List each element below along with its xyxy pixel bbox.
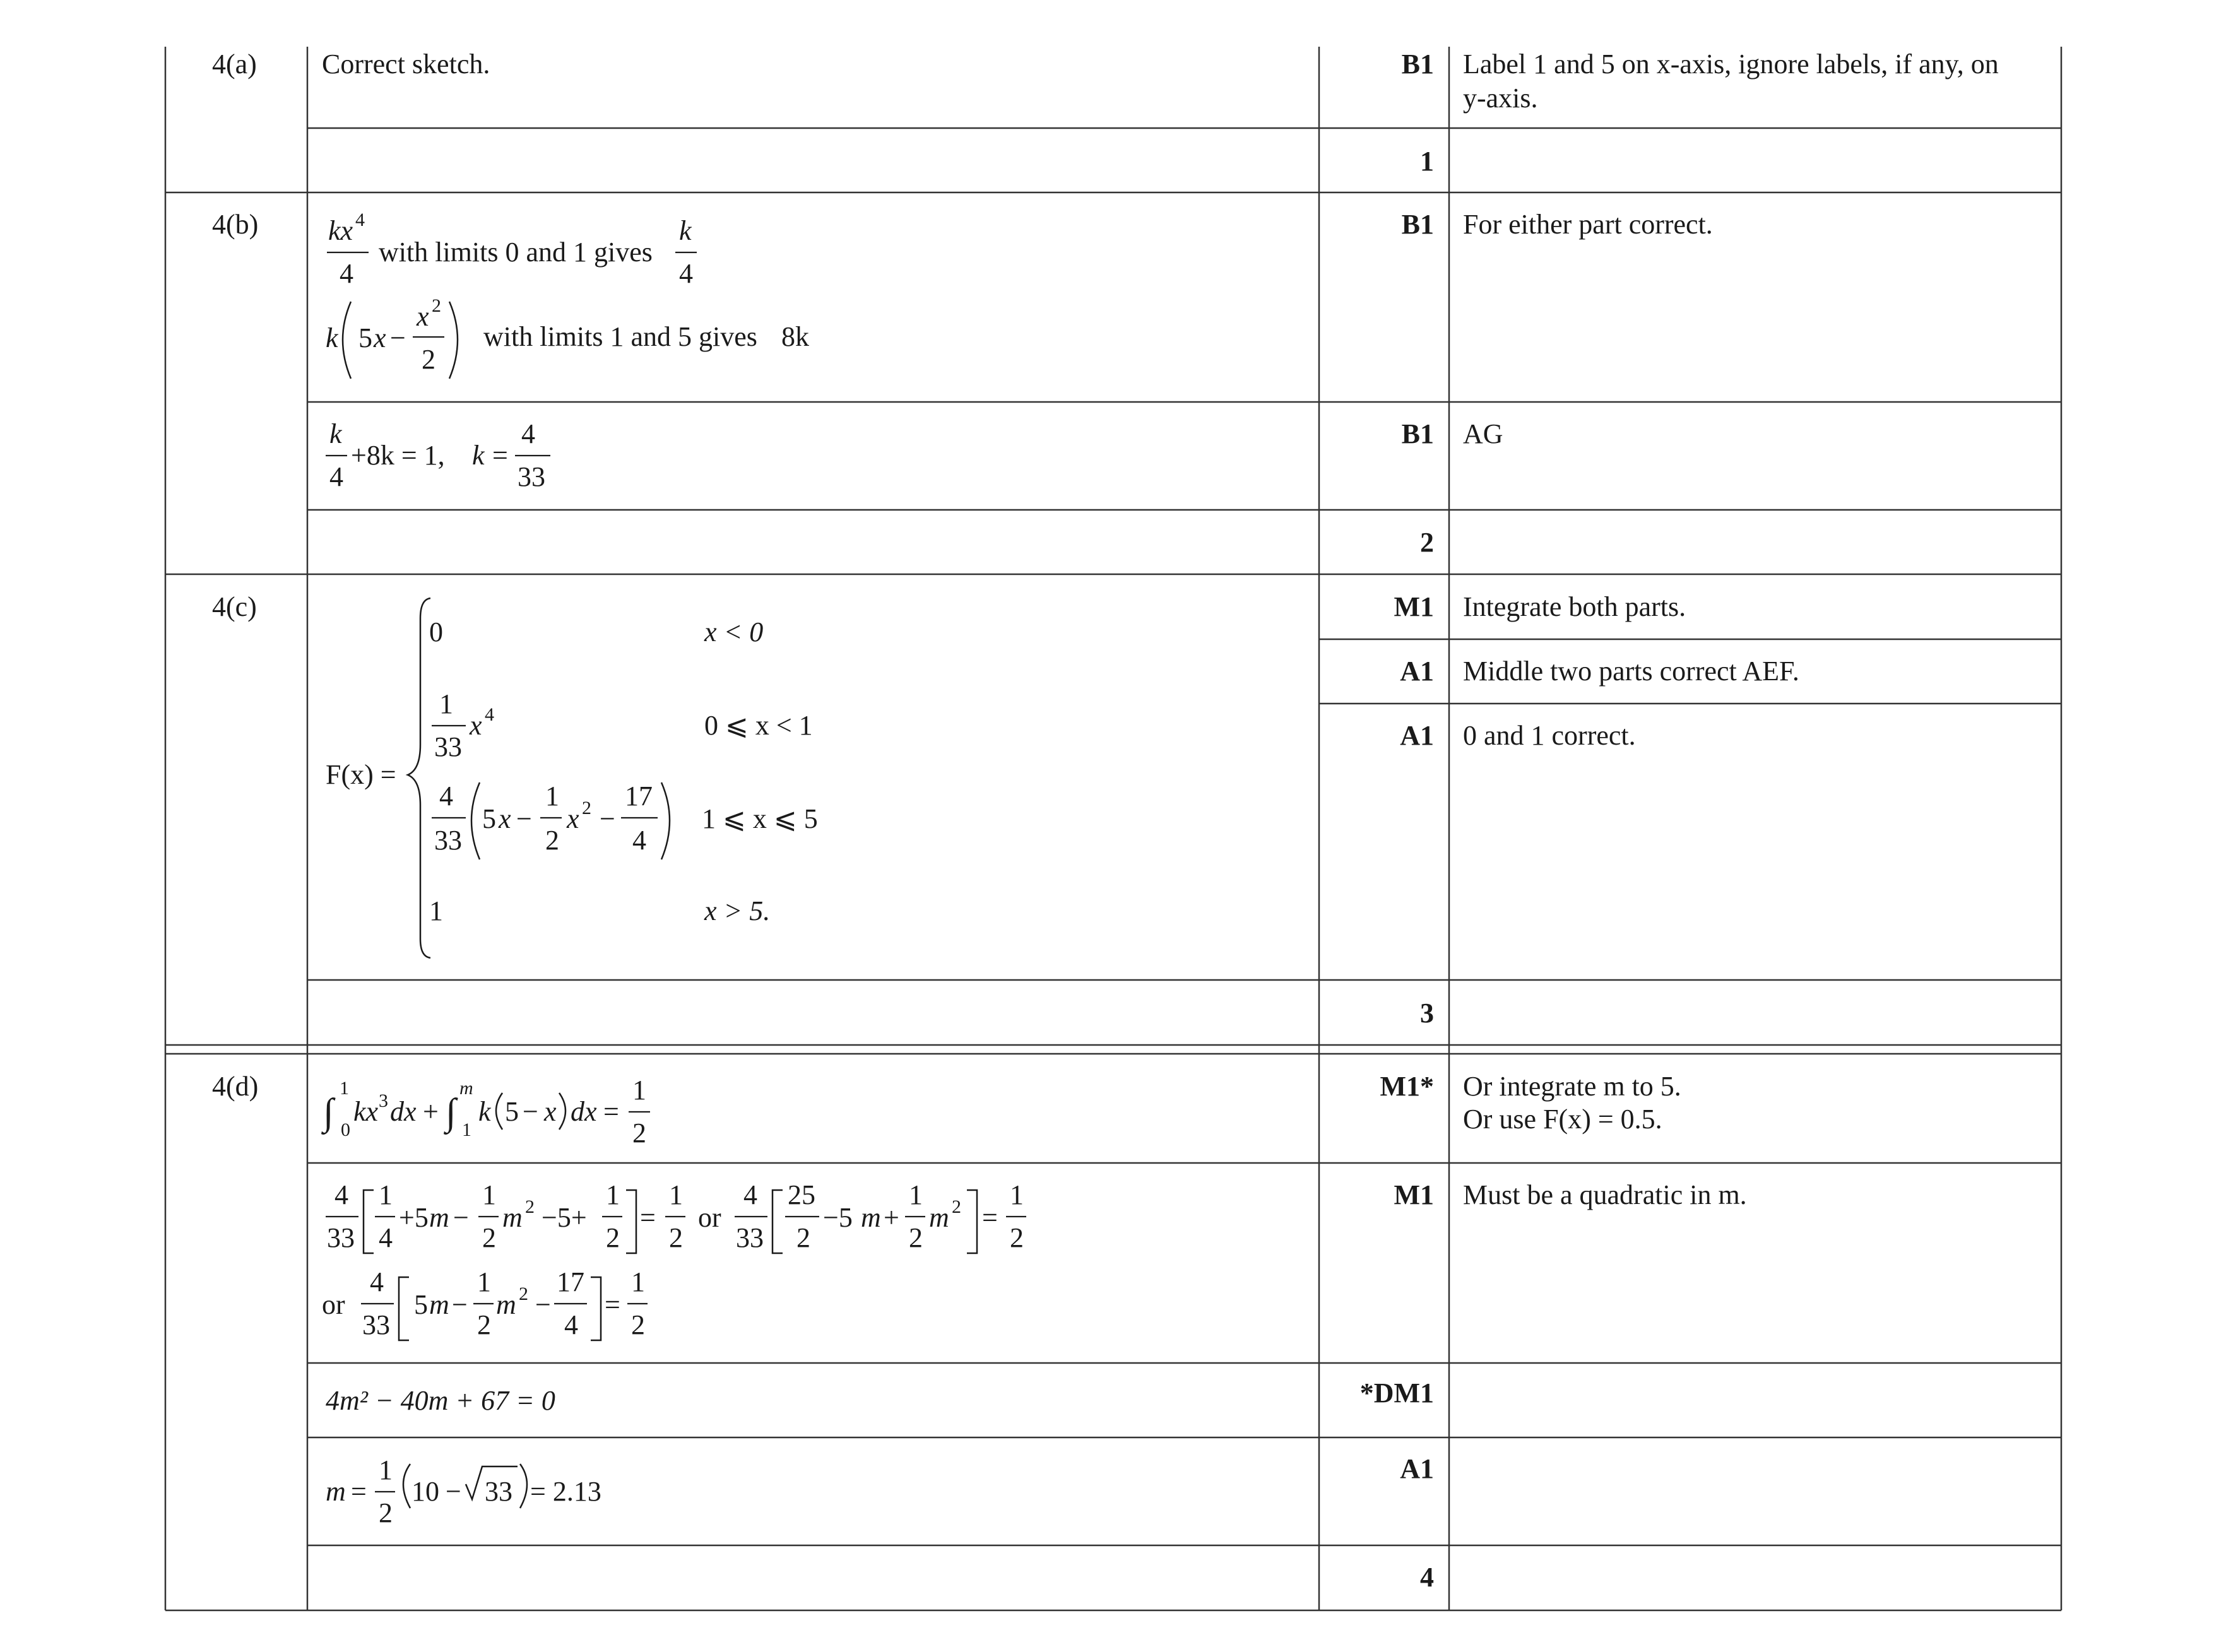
svg-text:−5: −5 — [823, 1202, 853, 1233]
svg-text:∫: ∫ — [323, 1091, 334, 1133]
svg-text:2: 2 — [422, 344, 435, 375]
svg-text:1: 1 — [909, 1179, 923, 1210]
mark: *DM1 — [1359, 1378, 1434, 1408]
mark: B1 — [1401, 418, 1434, 449]
svg-text:x: x — [417, 301, 429, 332]
equation-text: +8k = 1, — [351, 440, 445, 471]
question-4b — [212, 209, 1713, 558]
svg-text:2: 2 — [1010, 1222, 1024, 1253]
svg-text:5: 5 — [414, 1289, 428, 1320]
svg-text:x: x — [374, 322, 386, 353]
svg-text:x: x — [470, 710, 482, 741]
svg-text:2: 2 — [606, 1222, 620, 1253]
guidance-3: 0 and 1 correct. — [1463, 720, 1636, 751]
guidance-line-2: Or use F(x) = 0.5. — [1463, 1104, 1662, 1135]
svg-text:4: 4 — [439, 781, 453, 811]
svg-text:m: m — [459, 1078, 473, 1099]
mark: B1 — [1401, 49, 1434, 80]
svg-text:2: 2 — [519, 1283, 528, 1304]
svg-text:k: k — [679, 215, 692, 246]
svg-text:=: = — [603, 1096, 619, 1127]
total-marks: 1 — [1420, 146, 1434, 177]
svg-text:2: 2 — [582, 798, 591, 818]
svg-text:17: 17 — [625, 781, 653, 811]
integration-result-b — [735, 1179, 1026, 1253]
svg-text:33: 33 — [327, 1222, 355, 1253]
svg-text:k: k — [326, 322, 338, 353]
svg-text:25: 25 — [788, 1179, 815, 1210]
svg-text:4: 4 — [329, 461, 343, 492]
svg-text:+: + — [423, 1096, 439, 1127]
svg-text:33: 33 — [434, 825, 462, 856]
svg-text:3: 3 — [379, 1090, 388, 1111]
integration-result-a — [326, 1179, 685, 1253]
answer-text-line-2: with limits 1 and 5 gives — [483, 321, 757, 352]
fraction-kx4-over-4 — [327, 209, 369, 289]
svg-text:2: 2 — [477, 1309, 491, 1340]
guidance: Must be a quadratic in m. — [1463, 1179, 1747, 1210]
svg-text:4: 4 — [564, 1309, 578, 1340]
svg-text:4: 4 — [334, 1179, 348, 1210]
svg-text:4: 4 — [679, 258, 693, 289]
svg-text:−: − — [446, 1476, 461, 1507]
svg-text:33: 33 — [434, 731, 462, 762]
svg-text:2: 2 — [952, 1196, 961, 1217]
integral-equation — [321, 1075, 650, 1148]
svg-text:k: k — [478, 1096, 491, 1127]
svg-text:2: 2 — [379, 1497, 393, 1528]
svg-text:4: 4 — [485, 704, 494, 725]
case-1-condition: x < 0 — [704, 617, 764, 647]
part-label: 4(d) — [212, 1071, 259, 1102]
question-4d — [212, 1071, 1747, 1593]
svg-text:2: 2 — [545, 825, 559, 856]
svg-text:33: 33 — [362, 1309, 390, 1340]
guidance-line-2: y-axis. — [1463, 83, 1538, 114]
guidance-line-1: Or integrate m to 5. — [1463, 1071, 1681, 1102]
total-marks: 2 — [1420, 527, 1434, 558]
svg-text:−: − — [452, 1289, 468, 1320]
svg-text:2: 2 — [632, 1118, 646, 1148]
equation-k — [326, 418, 550, 492]
function-lhs: F(x) = — [326, 759, 396, 790]
result-8k: 8k — [781, 321, 809, 352]
svg-text:1: 1 — [669, 1179, 683, 1210]
mark-3: A1 — [1400, 720, 1434, 751]
svg-text:=: = — [605, 1289, 620, 1320]
svg-text:33: 33 — [485, 1476, 512, 1507]
or-text-2: or — [322, 1289, 345, 1320]
integration-result-c — [361, 1266, 648, 1340]
svg-text:−: − — [453, 1202, 469, 1233]
svg-text:−: − — [390, 322, 406, 353]
svg-text:4: 4 — [340, 258, 353, 289]
svg-text:1: 1 — [379, 1454, 393, 1485]
case-2-value — [432, 688, 494, 762]
part-label: 4(a) — [212, 49, 257, 80]
svg-text:m: m — [429, 1202, 449, 1233]
svg-text:1: 1 — [379, 1179, 393, 1210]
svg-text:kx: kx — [353, 1096, 379, 1127]
quadratic-equation: 4m² − 40m + 67 = 0 — [326, 1385, 555, 1416]
question-4a — [212, 49, 1999, 177]
piecewise-brace — [408, 598, 430, 958]
svg-text:4: 4 — [370, 1266, 384, 1297]
svg-text:x: x — [544, 1096, 557, 1127]
svg-text:x: x — [499, 803, 511, 834]
fraction-k-over-4 — [675, 215, 697, 289]
svg-text:2: 2 — [796, 1222, 810, 1253]
svg-text:17: 17 — [557, 1266, 584, 1297]
svg-text:1: 1 — [462, 1119, 471, 1140]
svg-text:−: − — [523, 1096, 538, 1127]
mark-1: M1 — [1394, 591, 1434, 622]
guidance-2: Middle two parts correct AEF. — [1463, 656, 1799, 687]
svg-text:2: 2 — [909, 1222, 923, 1253]
mark: A1 — [1400, 1453, 1434, 1484]
svg-text:10: 10 — [411, 1476, 439, 1507]
answer-text-line-1: with limits 0 and 1 gives — [379, 237, 653, 268]
mark: B1 — [1401, 209, 1434, 240]
svg-text:4: 4 — [521, 418, 535, 449]
case-1-value: 0 — [429, 617, 443, 647]
svg-text:4: 4 — [355, 209, 365, 230]
svg-text:4: 4 — [632, 825, 646, 856]
svg-text:0: 0 — [341, 1119, 350, 1140]
svg-text:+: + — [884, 1202, 899, 1233]
svg-text:4: 4 — [743, 1179, 757, 1210]
svg-text:2: 2 — [669, 1222, 683, 1253]
case-2-condition: 0 ⩽ x < 1 — [704, 710, 813, 741]
svg-text:dx: dx — [571, 1096, 597, 1127]
svg-text:=: = — [492, 440, 508, 471]
svg-text:m: m — [861, 1202, 881, 1233]
case-3-value — [432, 781, 670, 859]
svg-text:dx: dx — [390, 1096, 417, 1127]
total-marks: 4 — [1420, 1562, 1434, 1593]
guidance: AG — [1463, 418, 1503, 449]
svg-text:5: 5 — [358, 322, 372, 353]
guidance-line-1: Label 1 and 5 on x-axis, ignore labels, if any, on — [1463, 49, 1999, 80]
case-4-condition: x > 5. — [704, 895, 771, 926]
svg-text:1: 1 — [477, 1266, 491, 1297]
svg-text:2: 2 — [482, 1222, 496, 1253]
svg-text:+5: +5 — [399, 1202, 429, 1233]
svg-text:−5+: −5+ — [542, 1202, 587, 1233]
mark: M1* — [1380, 1071, 1434, 1102]
svg-text:1: 1 — [631, 1266, 645, 1297]
svg-text:−: − — [600, 803, 615, 834]
svg-text:5: 5 — [505, 1096, 519, 1127]
svg-text:2: 2 — [432, 295, 441, 316]
svg-text:x: x — [567, 803, 579, 834]
svg-text:2: 2 — [631, 1309, 645, 1340]
mark: M1 — [1394, 1179, 1434, 1210]
svg-text:1: 1 — [340, 1078, 349, 1099]
answer-text: Correct sketch. — [322, 49, 490, 80]
svg-text:2: 2 — [525, 1196, 535, 1217]
svg-text:m: m — [496, 1289, 516, 1320]
svg-text:4: 4 — [379, 1222, 393, 1253]
svg-text:=: = — [982, 1202, 998, 1233]
total-marks: 3 — [1420, 998, 1434, 1029]
mark-2: A1 — [1400, 656, 1434, 687]
guidance: For either part correct. — [1463, 209, 1713, 240]
or-text-1: or — [698, 1202, 721, 1233]
solution-value: = 2.13 — [530, 1476, 601, 1507]
guidance-1: Integrate both parts. — [1463, 591, 1686, 622]
svg-text:1: 1 — [1010, 1179, 1024, 1210]
part-label: 4(b) — [212, 209, 259, 240]
question-4c — [212, 591, 1799, 1029]
svg-text:1: 1 — [482, 1179, 496, 1210]
svg-text:m: m — [502, 1202, 523, 1233]
part-label: 4(c) — [212, 591, 257, 622]
svg-text:−: − — [535, 1289, 551, 1320]
expression-k-bracket — [326, 295, 458, 379]
svg-text:m: m — [929, 1202, 949, 1233]
svg-text:−: − — [516, 803, 532, 834]
svg-text:1: 1 — [632, 1075, 646, 1106]
svg-text:k: k — [472, 440, 485, 471]
svg-text:=: = — [640, 1202, 656, 1233]
svg-text:m: m — [326, 1476, 346, 1507]
svg-text:kx: kx — [328, 215, 353, 246]
svg-text:k: k — [329, 418, 342, 449]
case-3-condition: 1 ⩽ x ⩽ 5 — [702, 803, 818, 834]
svg-text:m: m — [429, 1289, 449, 1320]
svg-text:33: 33 — [736, 1222, 764, 1253]
svg-text:1: 1 — [439, 688, 453, 719]
solution-m — [326, 1454, 527, 1528]
svg-text:∫: ∫ — [446, 1091, 456, 1133]
svg-text:1: 1 — [606, 1179, 620, 1210]
svg-text:=: = — [351, 1476, 367, 1507]
svg-text:1: 1 — [545, 781, 559, 811]
case-4-value: 1 — [429, 895, 443, 926]
svg-text:33: 33 — [518, 461, 545, 492]
svg-text:5: 5 — [482, 803, 496, 834]
